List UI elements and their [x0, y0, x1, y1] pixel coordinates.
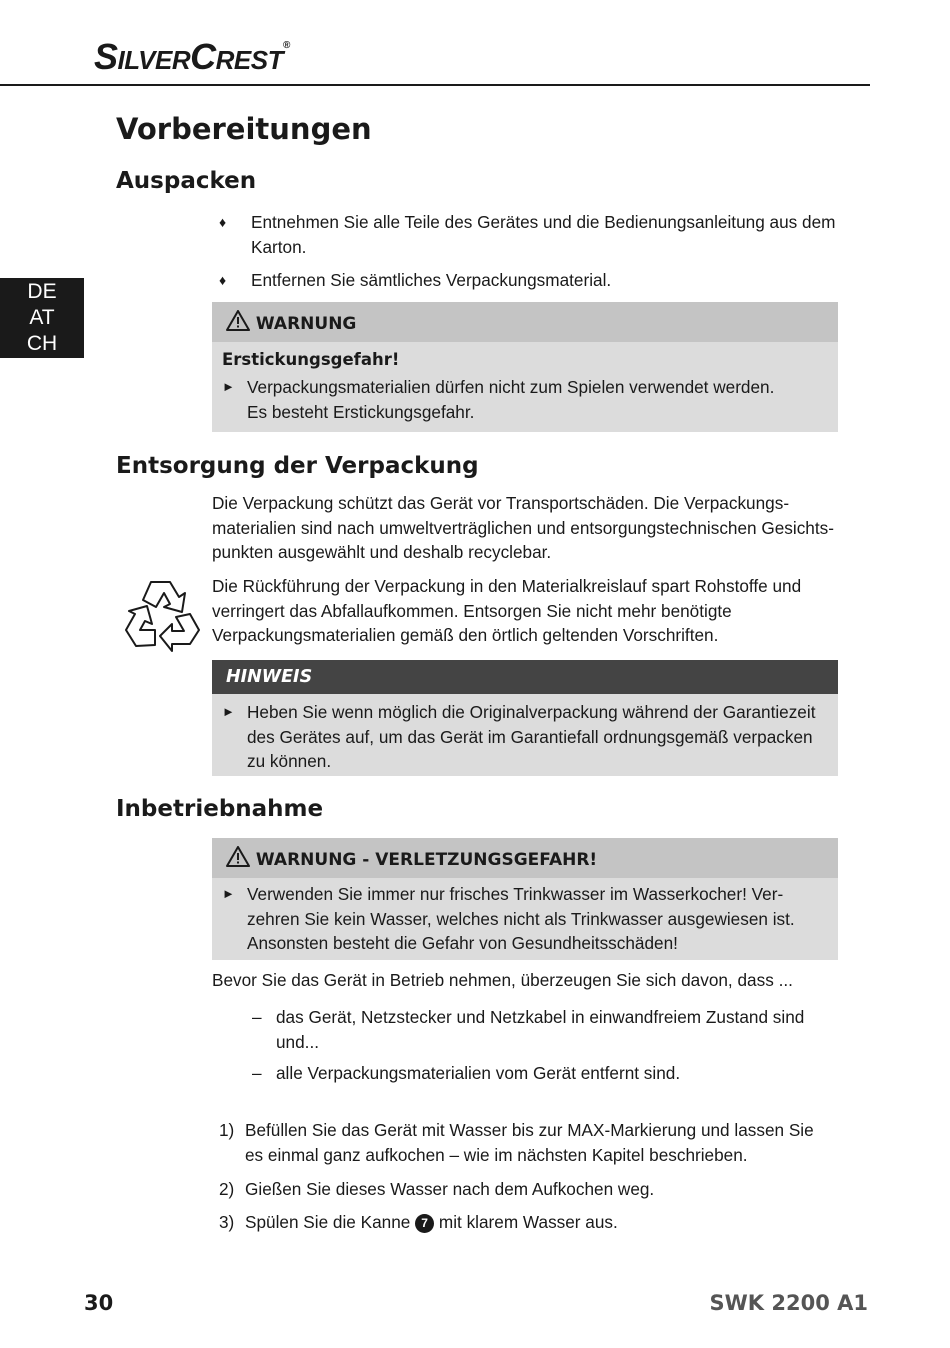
check-text: das Gerät, Netzstecker und Netzkabel in einwandfreiem Zustand sind und... [276, 1007, 805, 1052]
step-text-before: Spülen Sie die Kanne [245, 1212, 411, 1232]
warning-item [212, 375, 838, 424]
warning-text: Verwenden Sie immer nur frisches Trinkwasser im Wasserkocher! Verzehren Sie kein Wasser, welches nicht als Trinkwasser ausgewiesen ist. Ansonsten besteht die Gefahr von Gesundheitsschäden! [247, 884, 795, 953]
bullet-marker: ♦ [219, 214, 227, 230]
step-item [219, 1210, 839, 1236]
step-text: Befüllen Sie das Gerät mit Wasser bis zur MAX-Markierung und lassen Sie es einmal ganz aufkochen – wie im nächsten Kapitel beschrieben. [245, 1120, 814, 1165]
step-text [245, 1210, 835, 1235]
bullet-text: Entnehmen Sie alle Teile des Gerätes und die Bedienungsanleitung aus dem Karton. [251, 212, 836, 257]
paragraph: Die Verpackung schützt das Gerät vor Transportschäden. Die Verpackungsmaterialien sind nach umweltverträglichen und entsorgungstechnischen Gesichtspunkten ausgewählt und deshalb recyclebar. [212, 493, 834, 562]
warning-box-injury [212, 838, 838, 960]
lang-de: DE [27, 280, 57, 303]
bullet-marker: ♦ [219, 272, 227, 288]
heading-entsorgung: Entsorgung der Verpackung [116, 453, 479, 479]
arrow-marker: ► [222, 704, 235, 719]
header-rule [0, 84, 870, 86]
warning-title: WARNUNG - VERLETZUNGSGEFAHR! [255, 850, 598, 870]
step-item [219, 1177, 839, 1203]
page-number: 30 [84, 1291, 114, 1315]
heading-auspacken: Auspacken [116, 168, 257, 194]
intro-text: Bevor Sie das Gerät in Betrieb nehmen, überzeugen Sie sich davon, dass ... [212, 970, 793, 990]
warning-header [212, 302, 838, 342]
step-number: 2) [219, 1179, 235, 1199]
note-text: Heben Sie wenn möglich die Originalverpackung während der Garantiezeit des Gerätes auf, um das Gerät im Garantiefall ordnungsgemäß verpacken zu können. [247, 702, 816, 771]
step-text: Gießen Sie dieses Wasser nach dem Aufkochen weg. [245, 1179, 655, 1199]
bullet-text: Entfernen Sie sämtliches Verpackungsmaterial. [251, 270, 612, 290]
model-name: SWK 2200 A1 [709, 1291, 868, 1315]
warning-triangle-icon [226, 310, 250, 331]
check-text: alle Verpackungsmaterialien vom Gerät entfernt sind. [276, 1063, 681, 1083]
recycle-icon [122, 576, 204, 654]
brand-logo: SILVERCREST® [94, 36, 290, 77]
warning-header [212, 838, 838, 878]
warning-box-suffocation [212, 302, 838, 432]
step-text-after: mit klarem Wasser aus. [438, 1212, 618, 1232]
dash-marker: – [252, 1007, 262, 1027]
warning-triangle-icon [226, 846, 250, 867]
dash-marker: – [252, 1063, 262, 1083]
note-item [212, 700, 838, 774]
check-item [252, 1061, 842, 1087]
warning-item [212, 882, 838, 956]
note-box [212, 660, 838, 776]
step-item [219, 1118, 839, 1168]
language-tab [0, 278, 84, 358]
lang-ch: CH [26, 332, 58, 355]
step-number: 3) [219, 1212, 235, 1232]
warning-subtitle: Erstickungsgefahr! [222, 350, 400, 369]
check-item [252, 1005, 842, 1055]
warning-text-line: Verpackungsmaterialien dürfen nicht zum Spielen verwendet werden. [247, 377, 775, 397]
paragraph: Die Rückführung der Verpackung in den Materialkreislauf spart Rohstoffe und verringert das Abfallaufkommen. Entsorgen Sie nicht mehr benötigte Verpackungsmaterialien gemäß den örtlich geltenden Vorschriften. [212, 576, 802, 645]
warning-title: WARNUNG [255, 314, 357, 334]
arrow-marker: ► [222, 379, 235, 394]
page-title: Vorbereitungen [116, 112, 372, 146]
lang-at: AT [29, 306, 55, 329]
arrow-marker: ► [222, 886, 235, 901]
warning-text-line: Es besteht Erstickungsgefahr. [247, 401, 475, 422]
note-header: HINWEIS [212, 660, 838, 694]
step-number: 1) [219, 1120, 235, 1140]
bullet-item [219, 268, 839, 294]
part-reference-badge: 7 [415, 1214, 434, 1233]
bullet-item [219, 210, 839, 260]
heading-inbetriebnahme: Inbetriebnahme [116, 796, 324, 822]
